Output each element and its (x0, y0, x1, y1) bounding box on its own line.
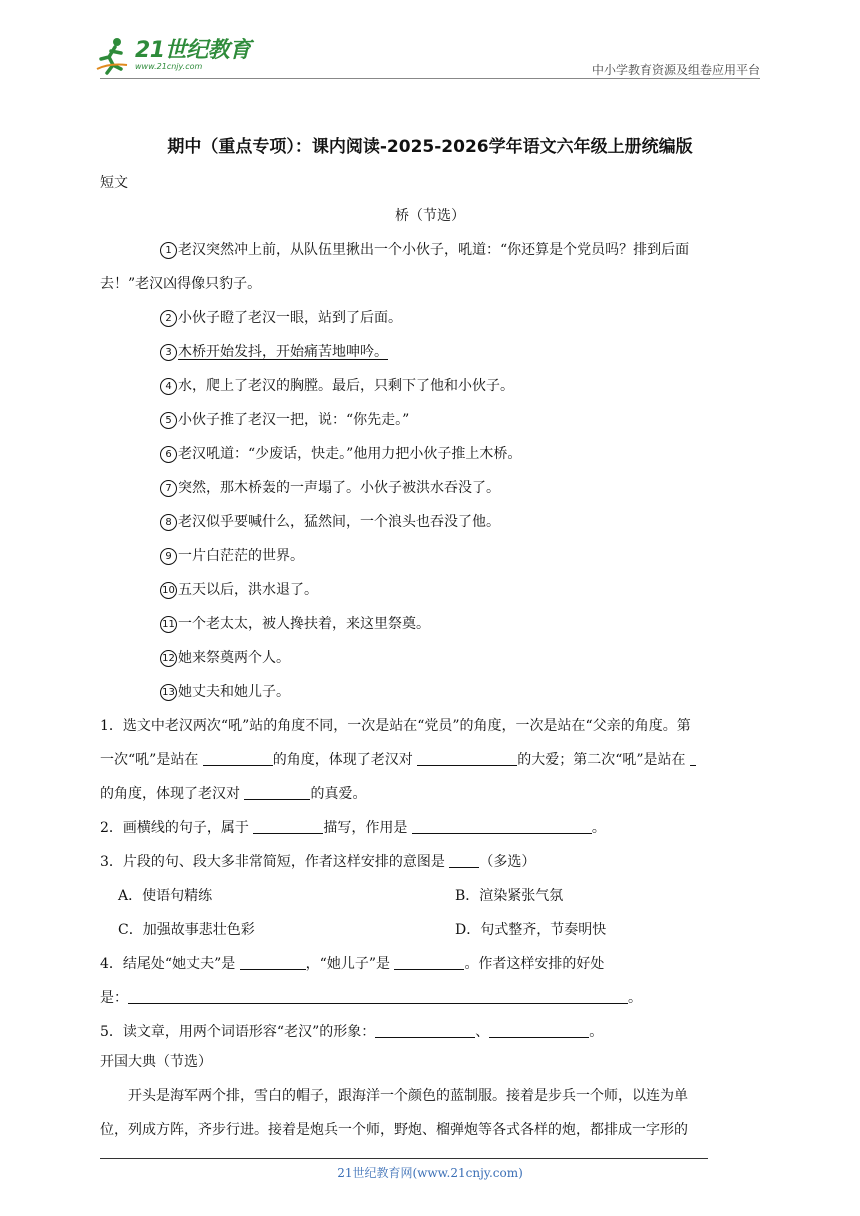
paragraph-13: 13 她丈夫和她儿子。 (160, 682, 820, 702)
paragraph-number: 12 (160, 650, 177, 667)
logo-wordmark: 21世纪教育 (135, 37, 251, 63)
logo-url: www.21cnjy.com (135, 61, 203, 71)
paragraph-number: 3 (160, 344, 177, 361)
paragraph-number: 10 (160, 582, 177, 599)
paragraph-12: 12 她来祭奠两个人。 (160, 648, 820, 668)
answer-blank[interactable] (203, 751, 273, 766)
paragraph-number: 2 (160, 310, 177, 327)
section-2-paragraph: 开头是海军两个排，雪白的帽子，跟海洋一个颜色的蓝制服。接着是步兵一个师，以连为单 (128, 1088, 688, 1104)
question-1: 1．选文中老汉两次“吼”站的角度不同，一次是站在“党员”的角度，一次是站在“父亲的角度。第 (100, 718, 691, 734)
paragraph-number: 1 (160, 242, 177, 259)
paragraph-7: 7 突然，那木桥轰的一声塌了。小伙子被洪水吞没了。 (160, 478, 820, 498)
answer-blank[interactable] (417, 751, 517, 766)
option-c[interactable]: C．加强故事悲壮色彩 (118, 922, 255, 938)
option-d[interactable]: D．句式整齐，节奏明快 (455, 922, 607, 938)
answer-blank[interactable] (489, 1023, 589, 1038)
paragraph-2: 2 小伙子瞪了老汉一眼，站到了后面。 (160, 308, 820, 328)
answer-blank[interactable] (375, 1023, 475, 1038)
paragraph-number: 5 (160, 412, 177, 429)
question-5: 5．读文章，用两个词语形容“老汉”的形象： 、 。 (100, 1024, 604, 1040)
question-3: 3．片段的句、段大多非常简短，作者这样安排的意图是 （多选） (100, 854, 536, 870)
paragraph-9: 9 一片白茫茫的世界。 (160, 546, 820, 566)
paragraph-1-continued: 去！”老汉凶得像只豹子。 (100, 276, 262, 292)
passage-title: 桥（节选） (395, 208, 465, 224)
page-title: 期中（重点专项）：课内阅读-2025-2026学年语文六年级上册统编版 (167, 137, 693, 157)
section-2-paragraph-continued: 位，列成方阵，齐步行进。接着是炮兵一个师，野炮、榴弹炮等各式各样的炮，都排成一字形的 (100, 1122, 688, 1138)
paragraph-4: 4 水，爬上了老汉的胸膛。最后，只剩下了他和小伙子。 (160, 376, 820, 396)
paragraph-6: 6 老汉吼道：“少废话，快走。”他用力把小伙子推上木桥。 (160, 444, 820, 464)
page-header (95, 30, 760, 80)
section-label: 短文 (100, 175, 128, 191)
section-2-label: 开国大典（节选） (100, 1054, 212, 1070)
answer-blank[interactable] (690, 751, 696, 766)
paragraph-3 (160, 342, 820, 362)
option-b[interactable]: B．渲染紧张气氛 (455, 888, 564, 904)
question-4: 4．结尾处“她丈夫”是 ，“她儿子”是 。作者这样安排的好处 (100, 956, 605, 972)
answer-blank[interactable] (253, 819, 323, 834)
answer-blank[interactable] (412, 819, 592, 834)
page-footer[interactable]: 21世纪教育网(www.21cnjy.com) (337, 1166, 523, 1180)
underlined-sentence: 木桥开始发抖，开始痛苦地呻吟。 (178, 344, 388, 360)
question-1-line-2: 一次“吼”是站在 的角度，体现了老汉对 的大爱；第二次“吼”是站在 (100, 750, 760, 770)
paragraph-number: 9 (160, 548, 177, 565)
paragraph-number: 6 (160, 446, 177, 463)
paragraph-number: 11 (160, 616, 177, 633)
question-4-line-2: 是： 。 (100, 990, 642, 1006)
paragraph-5: 5 小伙子推了老汉一把，说：“你先走。” (160, 410, 820, 430)
answer-blank[interactable] (244, 785, 310, 800)
paragraph-number: 13 (160, 684, 177, 701)
footer-divider (100, 1158, 708, 1159)
logo (95, 30, 251, 80)
paragraph-1: 1 老汉突然冲上前，从队伍里揪出一个小伙子，吼道：“你还算是个党员吗？排到后面 (160, 240, 820, 260)
question-1-line-3: 的角度，体现了老汉对 的真爱。 (100, 786, 367, 802)
paragraph-number: 7 (160, 480, 177, 497)
paragraph-11: 11 一个老太太，被人搀扶着，来这里祭奠。 (160, 614, 820, 634)
paragraph-number: 4 (160, 378, 177, 395)
runner-logo-icon (95, 35, 129, 75)
header-divider (100, 78, 760, 79)
platform-name: 中小学教育资源及组卷应用平台 (591, 63, 760, 77)
answer-blank[interactable] (394, 955, 464, 970)
paragraph-10: 10 五天以后，洪水退了。 (160, 580, 820, 600)
answer-blank[interactable] (240, 955, 306, 970)
paragraph-8: 8 老汉似乎要喊什么，猛然间，一个浪头也吞没了他。 (160, 512, 820, 532)
option-a[interactable]: A．使语句精练 (118, 888, 213, 904)
paragraph-number: 8 (160, 514, 177, 531)
question-2: 2．画横线的句子，属于 描写，作用是 。 (100, 820, 606, 836)
answer-blank[interactable] (128, 989, 628, 1004)
answer-blank[interactable] (449, 853, 479, 868)
